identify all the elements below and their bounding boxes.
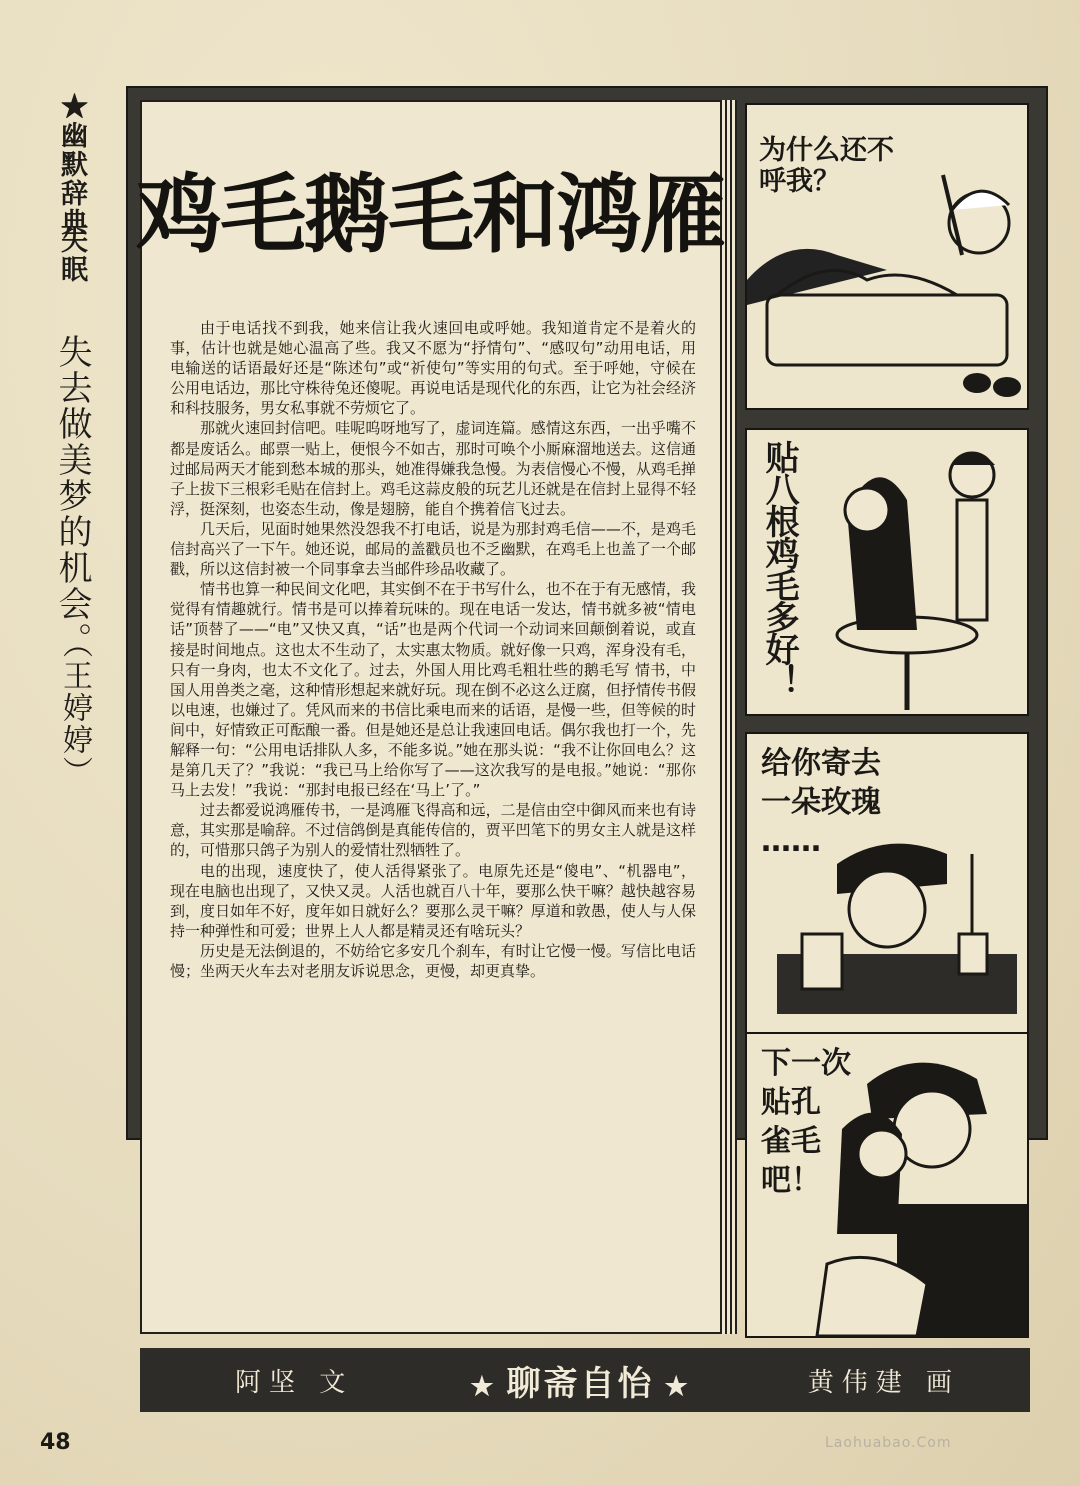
watermark: Laohuabao.Com — [825, 1435, 952, 1451]
page-number: 48 — [40, 1430, 71, 1455]
article-body — [170, 318, 696, 1308]
star-icon: ★ — [664, 1371, 691, 1402]
cafe-illustration — [747, 430, 1027, 714]
speech-bubble: 给你寄去 一朵玫瑰 …… — [761, 746, 881, 859]
article-paragraph: 几天后，见面时她果然没怨我不打电话，说是为那封鸡毛信——不，是鸡毛信封高兴了一下午。她还说，邮局的盖戳员也不乏幽默，在鸡毛上也盖了一个邮戳，所以这信封被一个同事拿去当邮件珍品收藏了。 — [170, 519, 696, 579]
article-paragraph: 由于电话找不到我，她来信让我火速回电或呼她。我知道肯定不是着火的事，估计也就是她心温高了些。我又不愿为“抒情句”、“感叹句”动用电话，用电输送的话语最好还是“陈述句”或“祈使句”等实用的句式。至于呼她，守候在公用电话边，那比守株待兔还傻呢。再说电话是现代化的东西，让它为社会经济和科技服务，男女私事就不劳烦它了。 — [170, 319, 696, 418]
bathtub-illustration — [747, 105, 1027, 408]
article-title: 鸡毛鹅毛和鸿雁 — [136, 164, 724, 265]
speech-bubble: 为什么还不 呼我？ — [759, 135, 894, 198]
comic-panel-4 — [745, 1032, 1029, 1338]
couple-illustration — [747, 1034, 1027, 1336]
article-paragraph: 电的出现，速度快了，使人活得紧张了。电原先还是“傻电”、“机器电”，现在电脑也出现了，又快又灵。人活也就百八十年，要那么快干嘛？越快越容易到，度日如年不好，度年如日就好么？要那么灵干嘛？厚道和敦愚，使人与人保持一种弹性和可爱；世界上人人都是精灵还有啥玩头？ — [170, 861, 696, 940]
speech-bubble: 下一次 贴孔 雀毛 吧！ — [761, 1046, 851, 1198]
contributor-name: （王婷婷） — [57, 628, 92, 788]
artist-credit: 黄伟建 画 — [807, 1367, 960, 1398]
author-credit: 阿坚 文 — [235, 1367, 354, 1398]
telegram-illustration — [747, 734, 1027, 1034]
article-paragraph: 历史是无法倒退的，不妨给它多安几个刹车，有时让它慢一慢。写信比电话慢；坐两天火车去对老朋友诉说思念，更慢，却更真挚。 — [170, 941, 696, 980]
comic-panel-2 — [745, 428, 1029, 716]
dictionary-definition: 失去做美梦的机会。 — [52, 334, 92, 658]
column-title: ★幽默辞典 — [56, 92, 87, 237]
dictionary-term: 失眠 — [56, 226, 87, 284]
article-paragraph: 过去都爱说鸿雁传书，一是鸿雁飞得高和远，二是信由空中御风而来也有诗意，其实那是喻辞。不过信鸽倒是真能传信的，贾平凹笔下的男女主人就是这样的，可惜那只鸽子为别人的爱情壮烈牺牲了。 — [170, 801, 696, 860]
comic-panel-1 — [745, 103, 1029, 410]
star-icon: ★ — [470, 1371, 497, 1402]
article-paragraph: 情书也算一种民间文化吧，其实倒不在于书写什么，也不在于有无感情，我觉得有情趣就行。情书是可以捧着玩味的。现在电话一发达，情书就多被“情电话”顶替了——“电”又快又真，“话”也是两个代词一个动词来回颠倒着说，或直接是时间地点。这也太不生动了，太实惠太物质。就好像一只鸡，浑身没有毛，只有一身肉，也太不文化了。过去，外国人用比鸡毛粗壮些的鹅毛写 情书，中国人用兽类之毫，这种情形想起来就好玩。现在倒不必这么迂腐，但抒情传书假以电速，也嫌过了。凭风而来的书信比乘电而来的话语，是慢一些，但等候的时间中，好情致正可酝酿一番。但是她还是总让我速回电话。偶尔我也打一个，先解释一句：“公用电话排队人多，不能多说。”她在那头说：“我不让你回电么？这是第几天了？”我说：“我已马上给你写了——这次我写的是电报。”她说：“那你马上去发！”我说：“那封电报已经在‘马上’了。” — [170, 580, 696, 800]
credits-banner — [140, 1348, 1030, 1412]
series-name: 聊斋自怡 — [506, 1363, 655, 1404]
speech-bubble: 贴八根鸡毛多好！ — [759, 440, 800, 696]
series-title — [460, 1356, 701, 1405]
comic-panel-3 — [745, 732, 1029, 1036]
article-paragraph: 那就火速回封信吧。哇呢呜呀地写了，虚词连篇。感情这东西，一出乎嘴不都是废话么。邮票一贴上，便恨今不如古，那时可唤个小厮麻溜地送去。这信通过邮局两天才能到愁本城的那头，她准得嫌我急慢。为表信慢心不慢，从鸡毛掸子上拔下三根彩毛贴在信封上。鸡毛这蒜皮般的玩艺儿还就是在信封上显得不轻浮，挺深刻，也姿态生动，像是翅膀，能自个携着信飞过去。 — [170, 419, 696, 518]
